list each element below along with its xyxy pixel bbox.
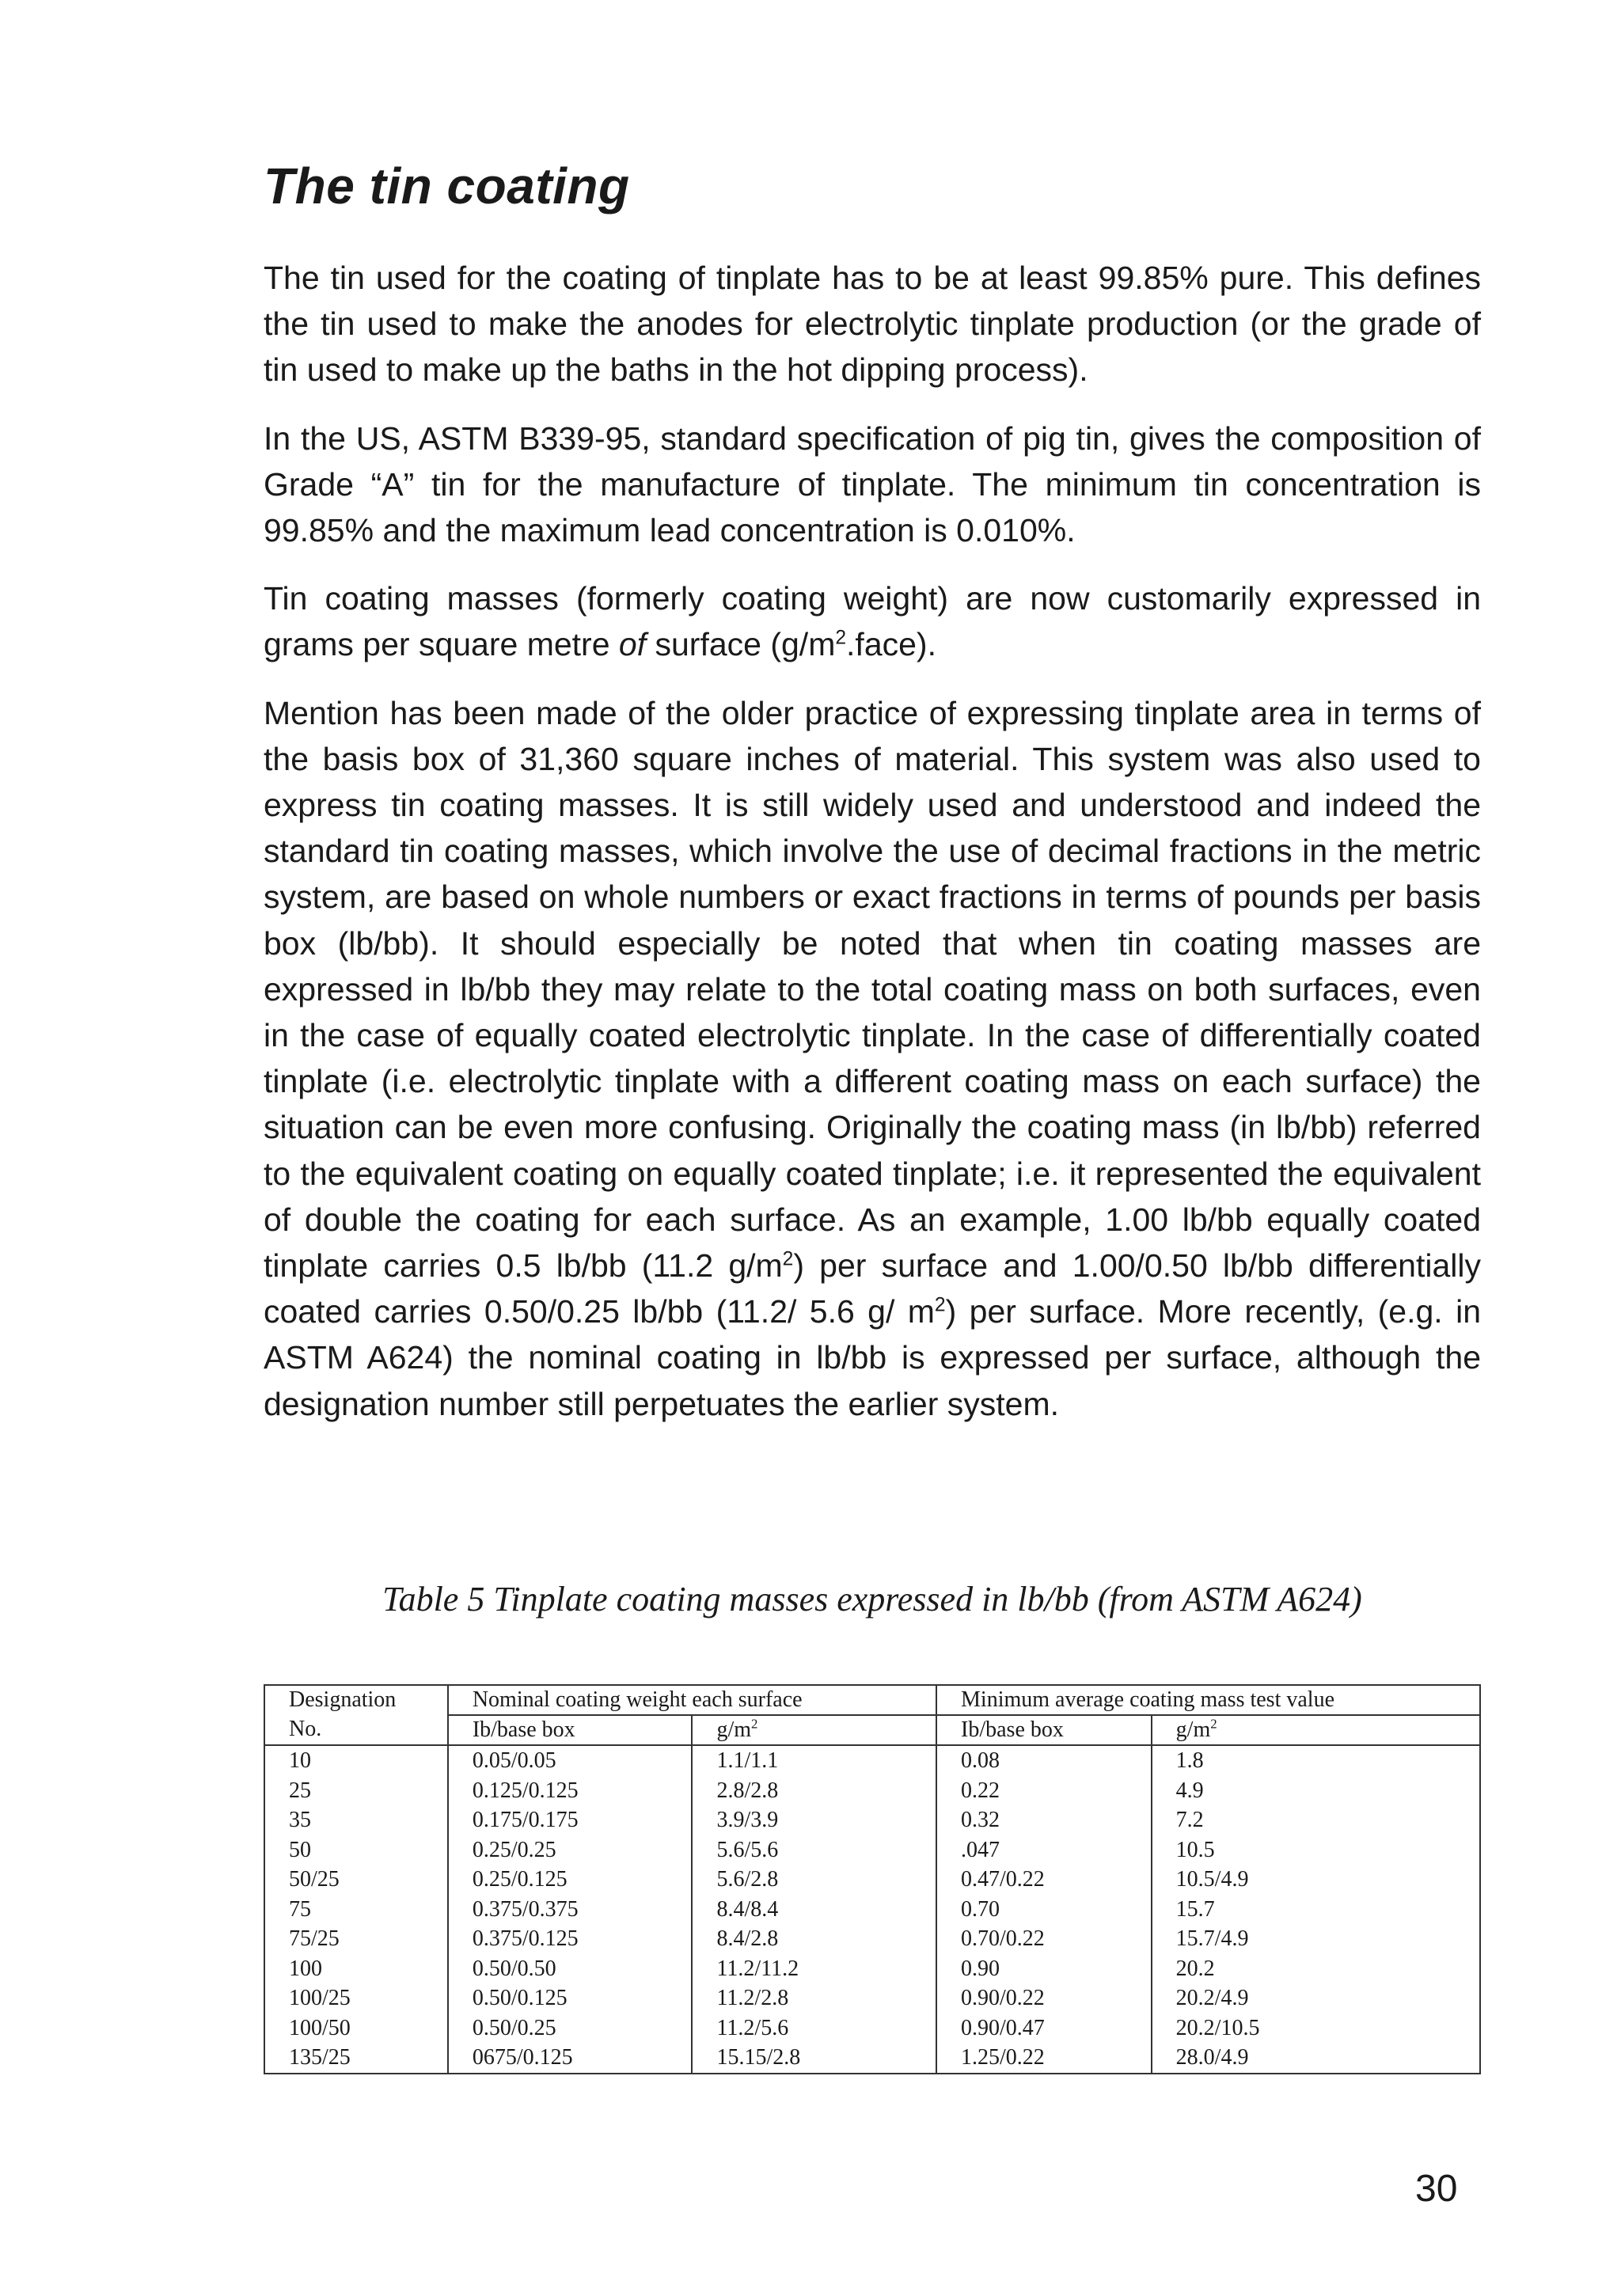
cell-nominal-lb: 0.50/0.125 [448,1983,693,2013]
paragraph-astm-b339: In the US, ASTM B339-95, standard specification of pig tin, gives the composition of Grade “A” tin for the manufacture of tinplate. The minimum tin concentration is 99.85% and the maximum lead concentration is 0.010%. [264,419,1481,549]
cell-nominal-gm: 11.2/5.6 [692,2013,936,2044]
header-minimum-group: Minimum average coating mass test value [936,1685,1480,1715]
cell-nominal-lb: 0675/0.125 [448,2043,693,2074]
cell-minimum-gm: 7.2 [1152,1805,1480,1835]
cell-minimum-lb: 0.90 [936,1954,1152,1984]
table-header-row [264,1685,1480,1715]
coating-masses-table [264,1684,1481,2074]
cell-nominal-gm: 5.6/2.8 [692,1865,936,1895]
table-row [264,1776,1480,1806]
text-fragment: ) per surface. More recently, (e.g. in ASTM A624) the nominal coating in lb/bb is expressed per surface, although the designation number still perpetuates the earlier system. [264,1293,1481,1422]
table-row [264,1835,1480,1865]
cell-minimum-gm: 1.8 [1152,1745,1480,1776]
cell-nominal-gm: 8.4/2.8 [692,1924,936,1954]
section-heading: The tin coating [264,157,630,214]
cell-designation: 100/50 [264,2013,448,2044]
cell-designation: 100 [264,1954,448,1984]
cell-minimum-lb: 0.22 [936,1776,1152,1806]
cell-nominal-lb: 0.375/0.125 [448,1924,693,1954]
cell-nominal-lb: 0.175/0.175 [448,1805,693,1835]
superscript: 2 [835,627,847,649]
cell-nominal-lb: 0.125/0.125 [448,1776,693,1806]
paragraph-tin-purity: The tin used for the coating of tinplate has to be at least 99.85% pure. This defines the tin used to make the anodes for electrolytic tinplate production (or the grade of tin used to make up the baths in the hot dipping process). [264,260,1481,389]
table-subheader-row [264,1715,1480,1745]
cell-minimum-lb: 0.47/0.22 [936,1865,1152,1895]
cell-nominal-lb: 0.25/0.125 [448,1865,693,1895]
cell-minimum-gm: 15.7/4.9 [1152,1924,1480,1954]
header-nominal-group: Nominal coating weight each surface [448,1685,936,1715]
table-row [264,1954,1480,1984]
header-minimum-gm [1152,1715,1480,1745]
cell-nominal-gm: 11.2/2.8 [692,1983,936,2013]
cell-nominal-lb: 0.375/0.375 [448,1895,693,1925]
cell-designation: 75 [264,1895,448,1925]
table-body [264,1745,1480,2074]
cell-nominal-gm: 1.1/1.1 [692,1745,936,1776]
cell-minimum-gm: 20.2/10.5 [1152,2013,1480,2044]
cell-minimum-lb: 0.70/0.22 [936,1924,1152,1954]
text-fragment-italic: of [618,626,647,663]
cell-nominal-lb: 0.50/0.50 [448,1954,693,1984]
cell-minimum-gm: 28.0/4.9 [1152,2043,1480,2074]
cell-minimum-lb: 0.70 [936,1895,1152,1925]
cell-designation: 50 [264,1835,448,1865]
cell-nominal-lb: 0.50/0.25 [448,2013,693,2044]
cell-nominal-gm: 11.2/11.2 [692,1954,936,1984]
table-row [264,1745,1480,1776]
header-nominal-lb: Ib/base box [448,1715,693,1745]
header-designation: Designation [264,1685,448,1715]
cell-minimum-lb: 0.90/0.22 [936,1983,1152,2013]
table-row [264,2043,1480,2074]
cell-minimum-gm: 4.9 [1152,1776,1480,1806]
cell-minimum-gm: 20.2/4.9 [1152,1983,1480,2013]
cell-nominal-gm: 15.15/2.8 [692,2043,936,2074]
superscript: 2 [1210,1716,1217,1732]
page-number: 30 [1415,2168,1458,2210]
text-fragment: Tin coating masses (formerly coating weight) are now customarily expressed in grams per square metre [264,580,1481,663]
cell-designation: 35 [264,1805,448,1835]
cell-minimum-gm: 15.7 [1152,1895,1480,1925]
cell-designation: 135/25 [264,2043,448,2074]
text-fragment: Mention has been made of the older practice of expressing tinplate area in terms of the basis box of 31,360 square inches of material. This system was also used to express tin coating masses. It is still widely used and understood and indeed the standard tin coating masses, which involve the use of decimal fractions in the metric system, are based on whole numbers or exact fractions in terms of pounds per basis box (lb/bb). It should especially be noted that when tin coating masses are expressed in lb/bb they may relate to the total coating mass on both surfaces, even in the case of equally coated electrolytic tinplate. In the case of differentially coated tinplate (i.e. electrolytic tinplate with a different coating mass on each surface) the situation can be even more confusing. Originally the coating mass (in lb/bb) referred to the equivalent coating on equally coated tinplate; i.e. it represented the equivalent of double the coating for each surface. As an example, 1.00 lb/bb equally coated tinplate carries 0.5 lb/bb (11.2 g/m [264,694,1481,1285]
cell-minimum-lb: 0.32 [936,1805,1152,1835]
superscript: 2 [782,1248,794,1270]
cell-minimum-lb: .047 [936,1835,1152,1865]
cell-nominal-gm: 2.8/2.8 [692,1776,936,1806]
cell-nominal-gm: 3.9/3.9 [692,1805,936,1835]
cell-designation: 100/25 [264,1983,448,2013]
cell-minimum-lb: 0.90/0.47 [936,2013,1152,2044]
cell-designation: 50/25 [264,1865,448,1895]
table-row [264,1924,1480,1954]
cell-minimum-gm: 10.5 [1152,1835,1480,1865]
table-row [264,1895,1480,1925]
superscript: 2 [751,1716,758,1732]
header-unit: g/m [1175,1717,1211,1742]
text-fragment: ) per surface and 1.00/0.50 lb/bb differentially coated carries 0.50/0.25 lb/bb (11.2/ 5.6 g/ m [264,1247,1481,1330]
table-row [264,1983,1480,2013]
header-nominal-gm [692,1715,936,1745]
cell-nominal-lb: 0.25/0.25 [448,1835,693,1865]
paragraph-basis-box [264,690,1481,1427]
cell-nominal-lb: 0.05/0.05 [448,1745,693,1776]
cell-designation: 25 [264,1776,448,1806]
table-row [264,1805,1480,1835]
header-designation-no: No. [264,1715,448,1745]
superscript: 2 [934,1294,946,1316]
cell-designation: 10 [264,1745,448,1776]
cell-nominal-gm: 5.6/5.6 [692,1835,936,1865]
paragraph-coating-masses [264,575,1481,667]
table-caption: Table 5 Tinplate coating masses expressed in lb/bb (from ASTM A624) [382,1580,1362,1619]
cell-minimum-lb: 0.08 [936,1745,1152,1776]
text-fragment: .face). [846,626,936,663]
text-fragment: surface (g/m [646,626,836,663]
cell-minimum-gm: 20.2 [1152,1954,1480,1984]
header-minimum-lb: Ib/base box [936,1715,1152,1745]
table-row [264,1865,1480,1895]
cell-designation: 75/25 [264,1924,448,1954]
cell-minimum-lb: 1.25/0.22 [936,2043,1152,2074]
header-unit: g/m [716,1717,752,1742]
table-row [264,2013,1480,2044]
cell-nominal-gm: 8.4/8.4 [692,1895,936,1925]
body-text [264,255,1481,1449]
cell-minimum-gm: 10.5/4.9 [1152,1865,1480,1895]
